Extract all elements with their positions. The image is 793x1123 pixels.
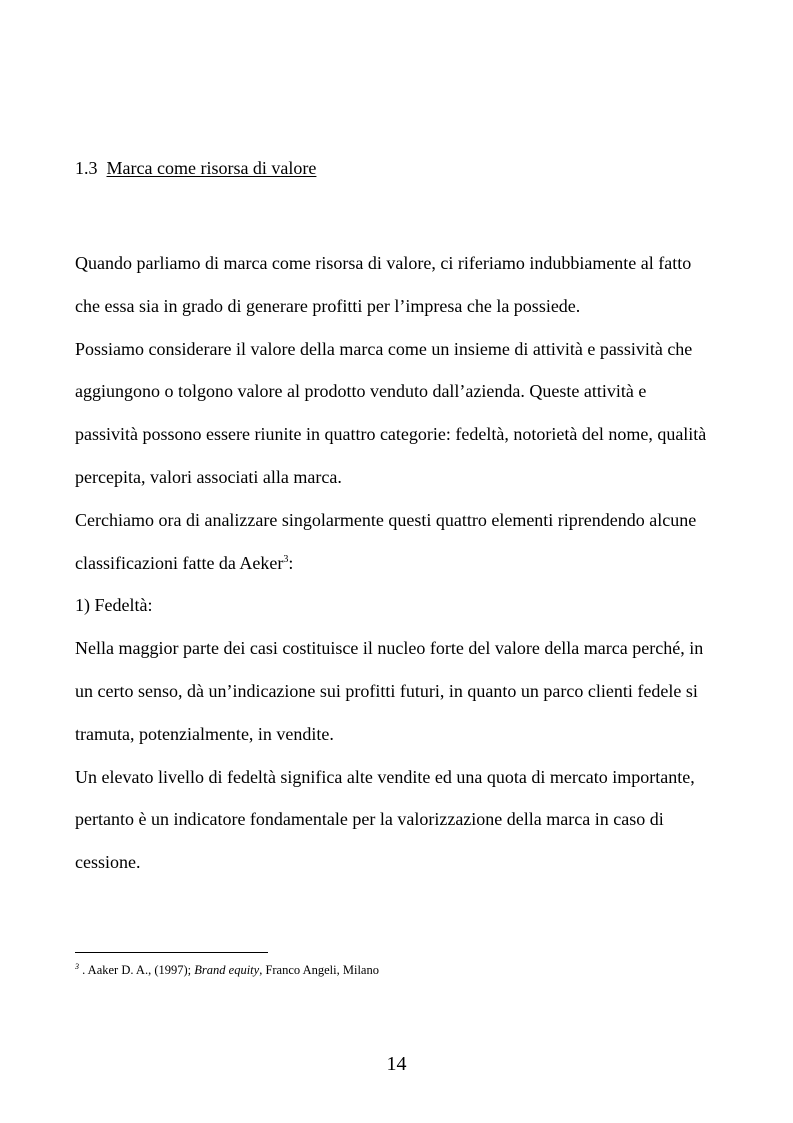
paragraph-line: che essa sia in grado di generare profitti per l’impresa che la possiede.: [75, 295, 581, 316]
paragraph-line: Un elevato livello di fedeltà significa alte vendite ed una quota di mercato importante,: [75, 766, 695, 787]
body-text: [75, 242, 735, 884]
section-heading: [75, 156, 316, 180]
footnote-reference[interactable]: 3: [283, 553, 289, 565]
ref-line-colon: :: [288, 552, 294, 573]
paragraph-line: Quando parliamo di marca come risorsa di valore, ci riferiamo indubbiamente al fatto: [75, 253, 692, 273]
paragraph-line-with-footnote-ref: [75, 542, 735, 585]
footnote-suffix: , Franco Angeli, Milano: [259, 963, 379, 977]
paragraph-line: Cerchiamo ora di analizzare singolarmente questi quattro elementi riprendendo alcune: [75, 509, 697, 530]
paragraph-line: Nella maggior parte dei casi costituisce il nucleo forte del valore della marca perché, in: [75, 638, 704, 659]
paragraph-line: Possiamo considerare il valore della marca come un insieme di attività e passività che: [75, 338, 693, 359]
ref-line-text: classificazioni fatte da Aeker: [75, 552, 284, 573]
section-number: 1.3: [75, 158, 98, 178]
footnote-separator: [75, 952, 268, 953]
list-item-heading: 1) Fedeltà:: [75, 595, 153, 616]
paragraph-line: aggiungono o tolgono valore al prodotto venduto dall’azienda. Queste attività e: [75, 381, 647, 402]
footnote: [75, 962, 379, 978]
paragraph-line: cessione.: [75, 852, 141, 873]
paragraph-line: percepita, valori associati alla marca.: [75, 466, 342, 487]
paragraph-line: un certo senso, dà un’indicazione sui profitti futuri, in quanto un parco clienti fedele si: [75, 680, 698, 701]
footnote-mark: 3: [75, 962, 79, 971]
footnote-prefix: . Aaker D. A., (1997);: [79, 963, 195, 977]
section-title: Marca come risorsa di valore: [106, 158, 317, 178]
page-number: 14: [386, 1053, 407, 1075]
paragraph-line: pertanto è un indicatore fondamentale per la valorizzazione della marca in caso di: [75, 809, 664, 830]
paragraph-line: tramuta, potenzialmente, in vendite.: [75, 723, 334, 744]
paragraph-line: passività possono essere riunite in quattro categorie: fedeltà, notorietà del nome, qualità: [75, 424, 707, 445]
footnote-book-title: Brand equity: [194, 963, 260, 977]
